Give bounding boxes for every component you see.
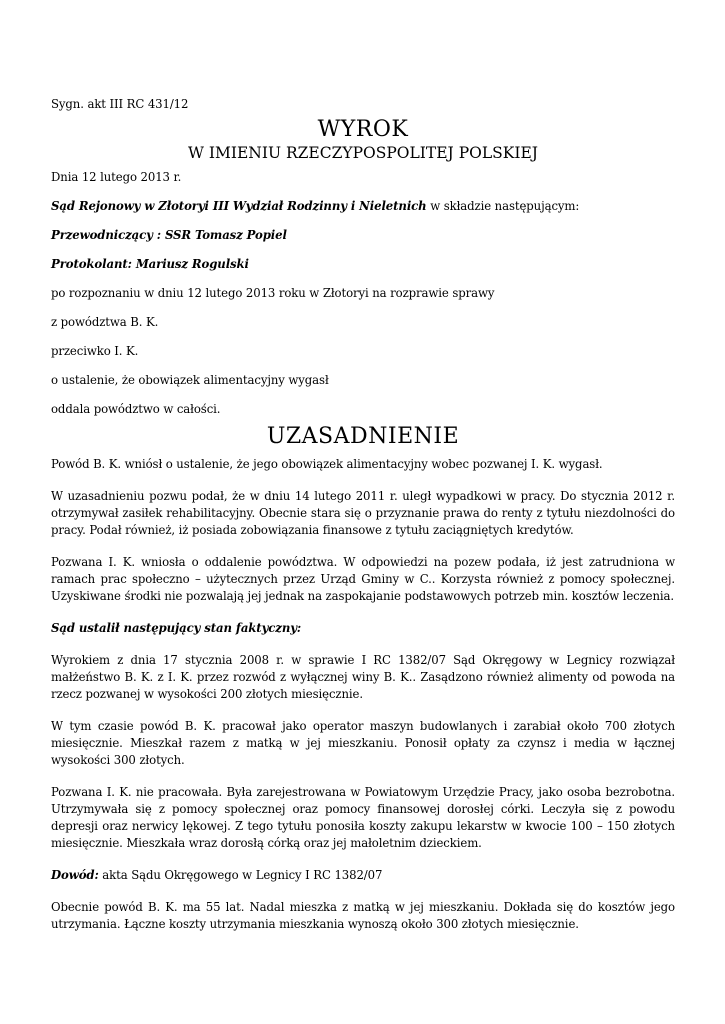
justification-paragraph-2: W uzasadnieniu pozwu podał, że w dniu 14 lutego 2011 r. uległ wypadkowi w pracy. Do stycznia 2012 r. otrzymywał zasiłek rehabilitacyjny. Obecnie stara się o przyznanie prawa do renty z tytułu niezdolności do pracy. Podał również, iż posiada zobowiązania finansowe z tytułu zaciągniętych kredytów.	[51, 489, 675, 537]
justification-paragraph-6: Pozwana I. K. nie pracowała. Była zarejestrowana w Powiatowym Urzędzie Pracy, jako osoba bezrobotna. Utrzymywała się z pomocy społecznej oraz pomocy finansowej dorosłej córki. Leczyła się z powodu depresji oraz nerwicy lękowej. Z tego tytułu ponosiła koszty zakupu lekarstw w kwocie 100 – 150 złotych miesięcznie. Mieszkała wraz dorosłą córką oraz jej małoletnim dzieckiem.	[51, 785, 675, 850]
justification-title: UZASADNIENIE	[266, 424, 460, 449]
defendant-line: przeciwko I. K.	[51, 344, 139, 358]
court-line	[51, 198, 675, 215]
facts-heading: Sąd ustalił następujący stan faktyczny:	[51, 621, 302, 635]
plaintiff-line: z powództwa B. K.	[51, 315, 159, 329]
justification-paragraph-3: Pozwana I. K. wniosła o oddalenie powództwa. W odpowiedzi na pozew podała, iż jest zatrudniona w ramach prac społeczno – użytecznych przez Urząd Gminy w C.. Korzysta również z pomocy społecznej. Uzyskiwane środki nie pozwalają jej jednak na zaspokajanie podstawowych potrzeb min. kosztów leczenia.	[51, 555, 675, 603]
document-subtitle: W IMIENIU RZECZYPOSPOLITEJ POLSKIEJ	[188, 144, 538, 162]
hearing-line: po rozpoznaniu w dniu 12 lutego 2013 roku w Złotoryi na rozprawie sprawy	[51, 286, 495, 300]
justification-paragraph-1: Powód B. K. wniósł o ustalenie, że jego obowiązek alimentacyjny wobec pozwanej I. K. wygasł.	[51, 457, 603, 471]
subject-line: o ustalenie, że obowiązek alimentacyjny wygasł	[51, 373, 329, 387]
justification-paragraph-5: W tym czasie powód B. K. pracował jako operator maszyn budowlanych i zarabiał około 700 złotych miesięcznie. Mieszkał razem z matką w jej mieszkaniu. Ponosił opłaty za czynsz i media w łącznej wysokości 300 złotych.	[51, 719, 675, 767]
court-name: Sąd Rejonowy w Złotoryi III Wydział Rodzinny i Nieletnich	[51, 199, 427, 213]
justification-paragraph-4: Wyrokiem z dnia 17 stycznia 2008 r. w sprawie I RC 1382/07 Sąd Okręgowy w Legnicy rozwiązał małżeństwo B. K. z I. K. przez rozwód z wyłącznej winy B. K.. Zasądzono również alimenty od powoda na rzecz pozwanej w wysokości 200 złotych miesięcznie.	[51, 653, 675, 701]
evidence-label: Dowód:	[51, 868, 99, 882]
evidence-text: akta Sądu Okręgowego w Legnicy I RC 1382/07	[98, 868, 383, 882]
clerk-line: Protokolant: Mariusz Rogulski	[51, 257, 249, 271]
justification-paragraph-7: Obecnie powód B. K. ma 55 lat. Nadal mieszka z matką w jej mieszkaniu. Dokłada się do kosztów jego utrzymania. Łączne koszty utrzymania mieszkania wynoszą około 300 złotych miesięcznie.	[51, 900, 675, 931]
court-composition: w składzie następującym:	[426, 199, 580, 213]
evidence-line	[51, 867, 675, 884]
document-title: WYROK	[317, 117, 409, 142]
verdict-date: Dnia 12 lutego 2013 r.	[51, 170, 182, 184]
chair-line: Przewodniczący : SSR Tomasz Popiel	[51, 228, 287, 242]
case-signature: Sygn. akt III RC 431/12	[51, 97, 189, 111]
decision-line: oddala powództwo w całości.	[51, 402, 221, 416]
document-page	[51, 96, 675, 933]
